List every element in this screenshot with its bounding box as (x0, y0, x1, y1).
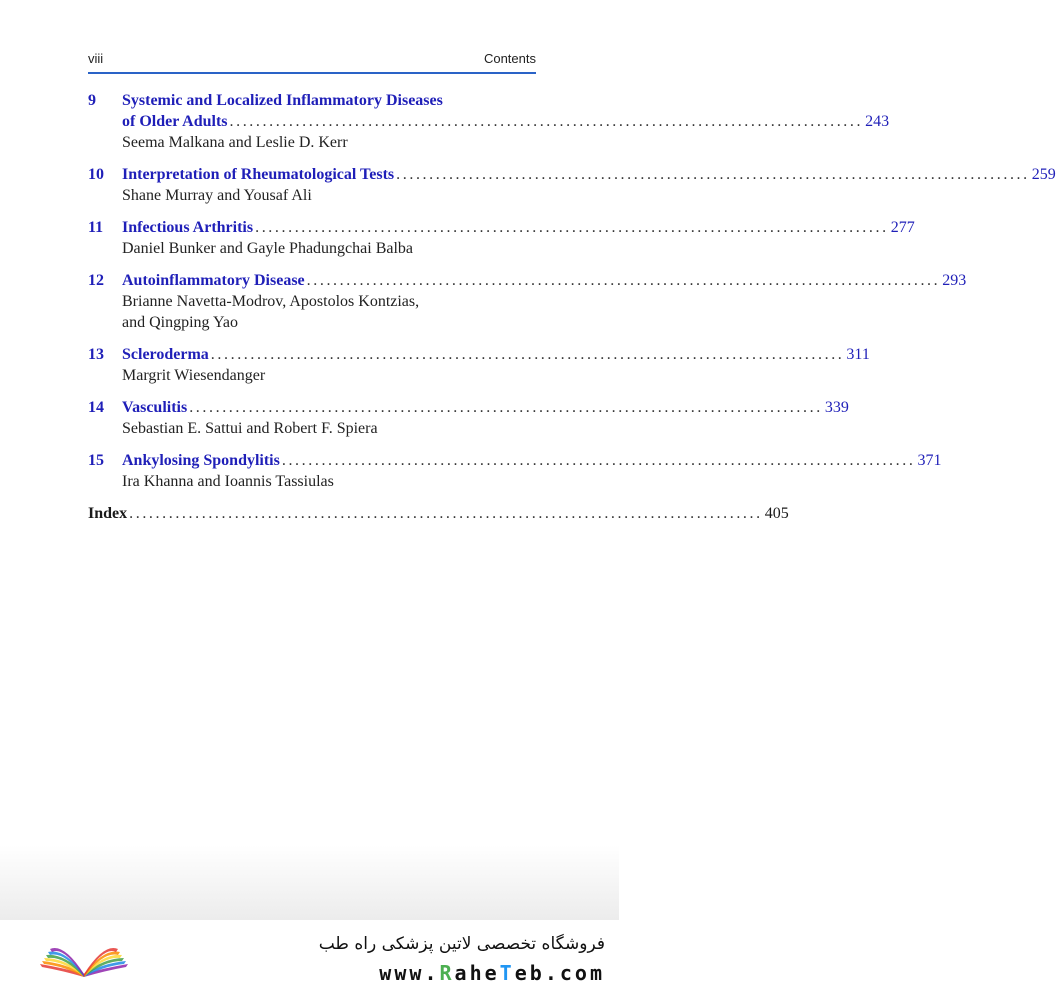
chapter-authors: Ira Khanna and Ioannis Tassiulas (122, 473, 334, 490)
chapter-title[interactable]: Interpretation of Rheumatological Tests (122, 166, 395, 183)
chapter-authors: Shane Murray and Yousaf Ali (122, 187, 312, 204)
toc-entry[interactable] (88, 164, 1056, 206)
toc-entry-body (122, 217, 915, 259)
toc-entry-body (122, 90, 890, 153)
chapter-page-number[interactable]: 311 (846, 346, 870, 363)
chapter-authors: Brianne Navetta-Modrov, Apostolos Kontzias, (122, 293, 420, 310)
chapter-number: 9 (88, 92, 96, 109)
chapter-authors: Seema Malkana and Leslie D. Kerr (122, 134, 348, 151)
page-folio: viii (88, 51, 104, 66)
chapter-page-number[interactable]: 293 (942, 272, 967, 289)
dot-leader: ................................................................................................ (255, 219, 889, 236)
toc-index-entry[interactable] (88, 503, 789, 524)
chapter-page-number[interactable]: 243 (865, 113, 890, 130)
chapter-title-row (122, 397, 849, 418)
page-header (88, 50, 536, 72)
toc-entry[interactable] (88, 270, 967, 333)
chapter-page-number[interactable]: 259 (1031, 166, 1056, 183)
chapter-title[interactable]: of Older Adults (122, 113, 228, 130)
chapter-title[interactable]: Vasculitis (122, 399, 188, 416)
toc-entry[interactable] (88, 344, 870, 386)
chapter-title-row (122, 164, 1056, 185)
open-book-icon (34, 934, 134, 982)
chapter-number: 12 (88, 272, 104, 289)
chapter-title-line[interactable]: Systemic and Localized Inflammatory Diseases (122, 92, 443, 109)
toc-entry[interactable] (88, 90, 890, 153)
dot-leader: ................................................................................................ (281, 452, 916, 469)
chapter-authors: Sebastian E. Sattui and Robert F. Spiera (122, 420, 378, 437)
toc-entry-body (122, 164, 1056, 206)
dot-leader: ................................................................................................ (189, 399, 823, 416)
chapter-page-number[interactable]: 339 (824, 399, 849, 416)
running-head: Contents (483, 51, 536, 66)
index-page-number[interactable]: 405 (764, 505, 789, 522)
chapter-authors: Daniel Bunker and Gayle Phadungchai Balba (122, 240, 414, 257)
toc-entry[interactable] (88, 397, 849, 439)
chapter-page-number[interactable]: 371 (917, 452, 942, 469)
chapter-authors: and Qingping Yao (122, 314, 239, 331)
chapter-title[interactable]: Ankylosing Spondylitis (122, 452, 280, 469)
chapter-number: 10 (88, 166, 104, 183)
index-title[interactable]: Index (88, 505, 128, 522)
chapter-title[interactable]: Scleroderma (122, 346, 209, 363)
toc-entry-body (122, 344, 870, 386)
chapter-number: 14 (88, 399, 104, 416)
chapter-title-row (122, 270, 967, 291)
chapter-title[interactable]: Autoinflammatory Disease (122, 272, 305, 289)
chapter-number: 11 (88, 219, 104, 236)
chapter-title-row (122, 450, 942, 471)
toc-entry-body (122, 270, 967, 333)
store-banner (0, 920, 619, 990)
toc-entry[interactable] (88, 450, 942, 492)
chapter-number: 15 (88, 452, 104, 469)
table-of-contents (88, 90, 1056, 503)
toc-entry[interactable] (88, 217, 915, 259)
dot-leader: ................................................................................................ (306, 272, 941, 289)
dot-leader: ................................................................................................ (129, 505, 763, 522)
dot-leader: ................................................................................................ (396, 166, 1030, 183)
dot-leader: ................................................................................................ (229, 113, 864, 130)
chapter-page-number[interactable]: 277 (890, 219, 915, 236)
chapter-title-row (122, 344, 870, 365)
dot-leader: ................................................................................................ (210, 346, 845, 363)
chapter-title-row (122, 217, 915, 238)
chapter-number: 13 (88, 346, 104, 363)
chapter-title[interactable]: Infectious Arthritis (122, 219, 254, 236)
chapter-title-row (122, 111, 890, 132)
toc-entry-body (122, 397, 849, 439)
store-website[interactable]: www.RaheTeb.com (379, 961, 605, 985)
header-rule (88, 72, 536, 74)
chapter-authors: Margrit Wiesendanger (122, 367, 266, 384)
store-name: فروشگاه تخصصی لاتین پزشکی راه طب (318, 934, 605, 954)
toc-entry-body (122, 450, 942, 492)
